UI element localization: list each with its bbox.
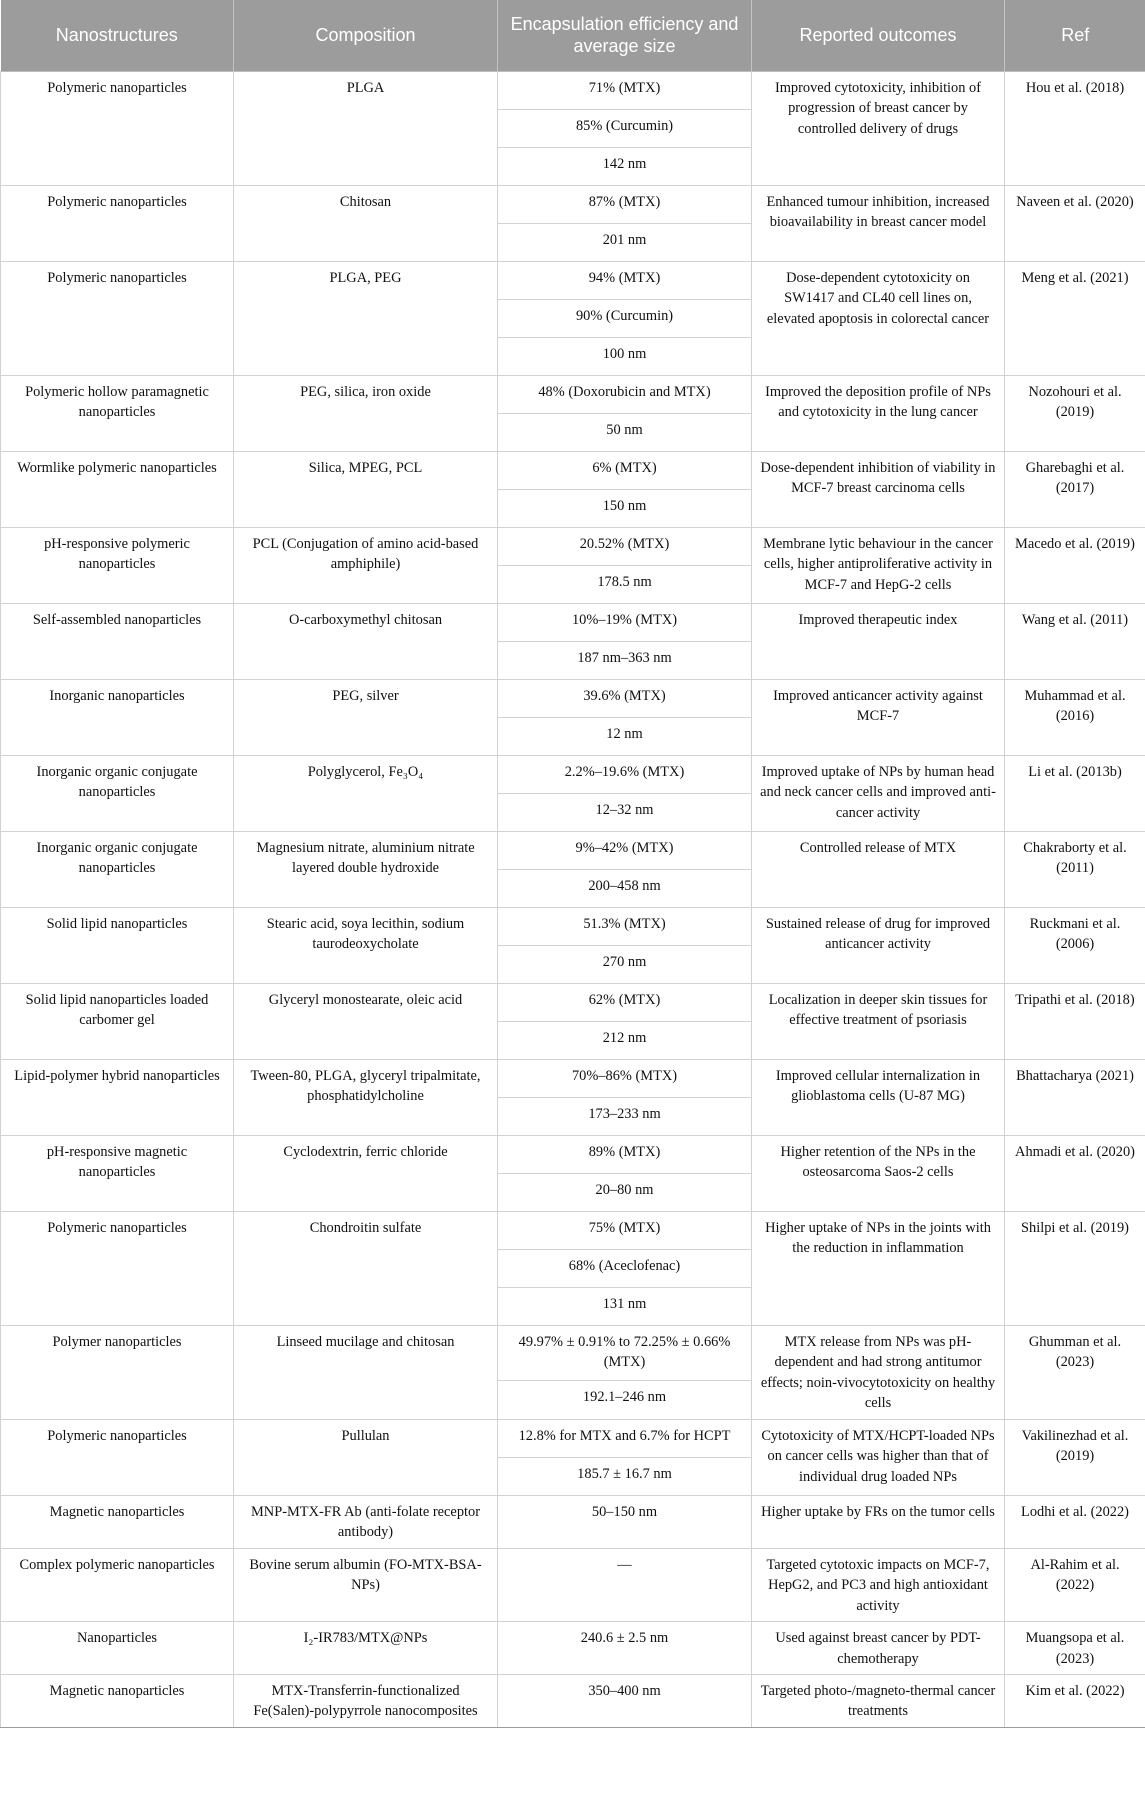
cell-encapsulation: 50 nm (498, 414, 752, 452)
cell-ref: Gharebaghi et al. (2017) (1005, 452, 1145, 528)
cell-outcome: Cytotoxicity of MTX/HCPT-loaded NPs on cancer cells was higher than that of individual drug loaded NPs (752, 1419, 1005, 1495)
cell-nanostructure: Lipid-polymer hybrid nanoparticles (1, 1060, 234, 1136)
cell-encapsulation: 6% (MTX) (498, 452, 752, 490)
cell-encapsulation: 87% (MTX) (498, 186, 752, 224)
cell-encapsulation: 212 nm (498, 1022, 752, 1060)
cell-composition: Magnesium nitrate, aluminium nitrate layered double hydroxide (234, 832, 498, 908)
cell-nanostructure: Self-assembled nanoparticles (1, 604, 234, 680)
table-row (1, 262, 1145, 300)
cell-encapsulation: 100 nm (498, 338, 752, 376)
cell-ref: Shilpi et al. (2019) (1005, 1212, 1145, 1326)
table-body (1, 72, 1145, 1728)
cell-outcome: Targeted cytotoxic impacts on MCF-7, HepG2, and PC3 and high antioxidant activity (752, 1548, 1005, 1621)
cell-composition: I₂-IR783/MTX@NPs (234, 1622, 498, 1675)
cell-outcome: Higher uptake of NPs in the joints with the reduction in inflammation (752, 1212, 1005, 1326)
cell-encapsulation: 150 nm (498, 490, 752, 528)
cell-outcome: Localization in deeper skin tissues for effective treatment of psoriasis (752, 984, 1005, 1060)
cell-outcome: Sustained release of drug for improved anticancer activity (752, 908, 1005, 984)
cell-outcome: Higher retention of the NPs in the osteosarcoma Saos-2 cells (752, 1136, 1005, 1212)
cell-ref: Ghumman et al. (2023) (1005, 1326, 1145, 1420)
table-row (1, 984, 1145, 1022)
cell-nanostructure: Polymer nanoparticles (1, 1326, 234, 1420)
header-outcomes: Reported outcomes (752, 0, 1005, 72)
cell-encapsulation: 90% (Curcumin) (498, 300, 752, 338)
cell-encapsulation: 12.8% for MTX and 6.7% for HCPT (498, 1419, 752, 1457)
table-row (1, 1495, 1145, 1548)
cell-encapsulation: 187 nm–363 nm (498, 642, 752, 680)
cell-ref: Al-Rahim et al. (2022) (1005, 1548, 1145, 1621)
cell-composition: PEG, silica, iron oxide (234, 376, 498, 452)
cell-outcome: Improved therapeutic index (752, 604, 1005, 680)
cell-nanostructure: Polymeric hollow paramagnetic nanoparticles (1, 376, 234, 452)
cell-outcome: Improved the deposition profile of NPs and cytotoxicity in the lung cancer (752, 376, 1005, 452)
cell-encapsulation: 2.2%–19.6% (MTX) (498, 756, 752, 794)
cell-nanostructure: pH-responsive polymeric nanoparticles (1, 528, 234, 604)
cell-ref: Bhattacharya (2021) (1005, 1060, 1145, 1136)
cell-outcome: MTX release from NPs was pH-dependent and had strong antitumor effects; noin-vivocytotoxicity on healthy cells (752, 1326, 1005, 1420)
cell-encapsulation: 192.1–246 nm (498, 1380, 752, 1419)
cell-composition: Chondroitin sulfate (234, 1212, 498, 1326)
cell-encapsulation: 20–80 nm (498, 1174, 752, 1212)
cell-outcome: Improved cellular internalization in glioblastoma cells (U-87 MG) (752, 1060, 1005, 1136)
cell-outcome: Controlled release of MTX (752, 832, 1005, 908)
table-row (1, 1419, 1145, 1457)
cell-ref: Vakilinezhad et al. (2019) (1005, 1419, 1145, 1495)
cell-nanostructure: Polymeric nanoparticles (1, 72, 234, 186)
table-row (1, 1136, 1145, 1174)
cell-composition: O-carboxymethyl chitosan (234, 604, 498, 680)
header-composition: Composition (234, 0, 498, 72)
cell-encapsulation: 142 nm (498, 148, 752, 186)
cell-ref: Lodhi et al. (2022) (1005, 1495, 1145, 1548)
cell-outcome: Enhanced tumour inhibition, increased bioavailability in breast cancer model (752, 186, 1005, 262)
cell-encapsulation: 20.52% (MTX) (498, 528, 752, 566)
table-row (1, 680, 1145, 718)
cell-encapsulation: 68% (Aceclofenac) (498, 1250, 752, 1288)
cell-encapsulation: 71% (MTX) (498, 72, 752, 110)
cell-encapsulation: 49.97% ± 0.91% to 72.25% ± 0.66% (MTX) (498, 1326, 752, 1381)
table-row (1, 604, 1145, 642)
header-ref: Ref (1005, 0, 1145, 72)
cell-encapsulation: 270 nm (498, 946, 752, 984)
cell-ref: Ahmadi et al. (2020) (1005, 1136, 1145, 1212)
cell-encapsulation: 51.3% (MTX) (498, 908, 752, 946)
cell-encapsulation: 185.7 ± 16.7 nm (498, 1457, 752, 1495)
cell-ref: Chakraborty et al. (2011) (1005, 832, 1145, 908)
table-row (1, 1548, 1145, 1621)
table-row (1, 1674, 1145, 1727)
cell-composition: Pullulan (234, 1419, 498, 1495)
cell-encapsulation: 94% (MTX) (498, 262, 752, 300)
cell-encapsulation: 131 nm (498, 1288, 752, 1326)
cell-encapsulation: 201 nm (498, 224, 752, 262)
cell-encapsulation: 75% (MTX) (498, 1212, 752, 1250)
cell-composition: Polyglycerol, Fe₃O₄ (234, 756, 498, 832)
table-row (1, 376, 1145, 414)
cell-encapsulation: 12 nm (498, 718, 752, 756)
cell-ref: Meng et al. (2021) (1005, 262, 1145, 376)
cell-composition: PEG, silver (234, 680, 498, 756)
table-row (1, 908, 1145, 946)
cell-outcome: Improved cytotoxicity, inhibition of progression of breast cancer by controlled delivery of drugs (752, 72, 1005, 186)
cell-ref: Muhammad et al. (2016) (1005, 680, 1145, 756)
cell-encapsulation: 200–458 nm (498, 870, 752, 908)
cell-nanostructure: Solid lipid nanoparticles (1, 908, 234, 984)
cell-nanostructure: Magnetic nanoparticles (1, 1495, 234, 1548)
cell-composition: Chitosan (234, 186, 498, 262)
cell-nanostructure: Inorganic nanoparticles (1, 680, 234, 756)
cell-outcome: Dose-dependent cytotoxicity on SW1417 and CL40 cell lines on, elevated apoptosis in colorectal cancer (752, 262, 1005, 376)
cell-composition: PLGA (234, 72, 498, 186)
table-row (1, 756, 1145, 794)
cell-encapsulation: 70%–86% (MTX) (498, 1060, 752, 1098)
cell-encapsulation: 178.5 nm (498, 566, 752, 604)
cell-nanostructure: Polymeric nanoparticles (1, 1419, 234, 1495)
cell-encapsulation: 85% (Curcumin) (498, 110, 752, 148)
cell-outcome: Used against breast cancer by PDT-chemotherapy (752, 1622, 1005, 1675)
cell-composition: PCL (Conjugation of amino acid-based amphiphile) (234, 528, 498, 604)
cell-nanostructure: Solid lipid nanoparticles loaded carbomer gel (1, 984, 234, 1060)
cell-encapsulation: 173–233 nm (498, 1098, 752, 1136)
cell-nanostructure: Polymeric nanoparticles (1, 186, 234, 262)
table-header-row (1, 0, 1145, 72)
cell-composition: Glyceryl monostearate, oleic acid (234, 984, 498, 1060)
cell-nanostructure: Inorganic organic conjugate nanoparticles (1, 756, 234, 832)
table-row (1, 1622, 1145, 1675)
cell-encapsulation: — (498, 1548, 752, 1621)
cell-ref: Macedo et al. (2019) (1005, 528, 1145, 604)
cell-ref: Li et al. (2013b) (1005, 756, 1145, 832)
cell-nanostructure: pH-responsive magnetic nanoparticles (1, 1136, 234, 1212)
header-encapsulation: Encapsulation efficiency and average size (498, 0, 752, 72)
cell-encapsulation: 240.6 ± 2.5 nm (498, 1622, 752, 1675)
cell-nanostructure: Magnetic nanoparticles (1, 1674, 234, 1727)
cell-nanostructure: Inorganic organic conjugate nanoparticles (1, 832, 234, 908)
cell-composition: Linseed mucilage and chitosan (234, 1326, 498, 1420)
cell-composition: PLGA, PEG (234, 262, 498, 376)
cell-ref: Ruckmani et al. (2006) (1005, 908, 1145, 984)
cell-nanostructure: Polymeric nanoparticles (1, 1212, 234, 1326)
cell-encapsulation: 9%–42% (MTX) (498, 832, 752, 870)
cell-composition: MTX-Transferrin-functionalized Fe(Salen)-polypyrrole nanocomposites (234, 1674, 498, 1727)
cell-outcome: Membrane lytic behaviour in the cancer cells, higher antiproliferative activity in MCF-7 and HepG-2 cells (752, 528, 1005, 604)
cell-encapsulation: 39.6% (MTX) (498, 680, 752, 718)
header-nanostructures: Nanostructures (1, 0, 234, 72)
cell-outcome: Targeted photo-/magneto-thermal cancer treatments (752, 1674, 1005, 1727)
table-row (1, 832, 1145, 870)
cell-nanostructure: Polymeric nanoparticles (1, 262, 234, 376)
cell-encapsulation: 350–400 nm (498, 1674, 752, 1727)
table-row (1, 452, 1145, 490)
cell-composition: Bovine serum albumin (FO-MTX-BSA-NPs) (234, 1548, 498, 1621)
cell-encapsulation: 48% (Doxorubicin and MTX) (498, 376, 752, 414)
cell-outcome: Dose-dependent inhibition of viability in MCF-7 breast carcinoma cells (752, 452, 1005, 528)
cell-ref: Wang et al. (2011) (1005, 604, 1145, 680)
table-row (1, 1326, 1145, 1381)
cell-ref: Nozohouri et al. (2019) (1005, 376, 1145, 452)
table-row (1, 1212, 1145, 1250)
cell-outcome: Improved uptake of NPs by human head and neck cancer cells and improved anti-cancer activity (752, 756, 1005, 832)
cell-composition: MNP-MTX-FR Ab (anti-folate receptor antibody) (234, 1495, 498, 1548)
cell-composition: Tween-80, PLGA, glyceryl tripalmitate, phosphatidylcholine (234, 1060, 498, 1136)
cell-ref: Tripathi et al. (2018) (1005, 984, 1145, 1060)
cell-ref: Muangsopa et al. (2023) (1005, 1622, 1145, 1675)
cell-encapsulation: 62% (MTX) (498, 984, 752, 1022)
cell-ref: Hou et al. (2018) (1005, 72, 1145, 186)
cell-composition: Stearic acid, soya lecithin, sodium taurodeoxycholate (234, 908, 498, 984)
cell-nanostructure: Wormlike polymeric nanoparticles (1, 452, 234, 528)
cell-encapsulation: 10%–19% (MTX) (498, 604, 752, 642)
cell-ref: Kim et al. (2022) (1005, 1674, 1145, 1727)
cell-nanostructure: Nanoparticles (1, 1622, 234, 1675)
cell-composition: Cyclodextrin, ferric chloride (234, 1136, 498, 1212)
cell-nanostructure: Complex polymeric nanoparticles (1, 1548, 234, 1621)
cell-outcome: Higher uptake by FRs on the tumor cells (752, 1495, 1005, 1548)
cell-encapsulation: 50–150 nm (498, 1495, 752, 1548)
cell-encapsulation: 89% (MTX) (498, 1136, 752, 1174)
table-row (1, 528, 1145, 566)
table-row (1, 186, 1145, 224)
cell-encapsulation: 12–32 nm (498, 794, 752, 832)
cell-composition: Silica, MPEG, PCL (234, 452, 498, 528)
table-row (1, 1060, 1145, 1098)
cell-outcome: Improved anticancer activity against MCF-7 (752, 680, 1005, 756)
cell-ref: Naveen et al. (2020) (1005, 186, 1145, 262)
table-row (1, 72, 1145, 110)
